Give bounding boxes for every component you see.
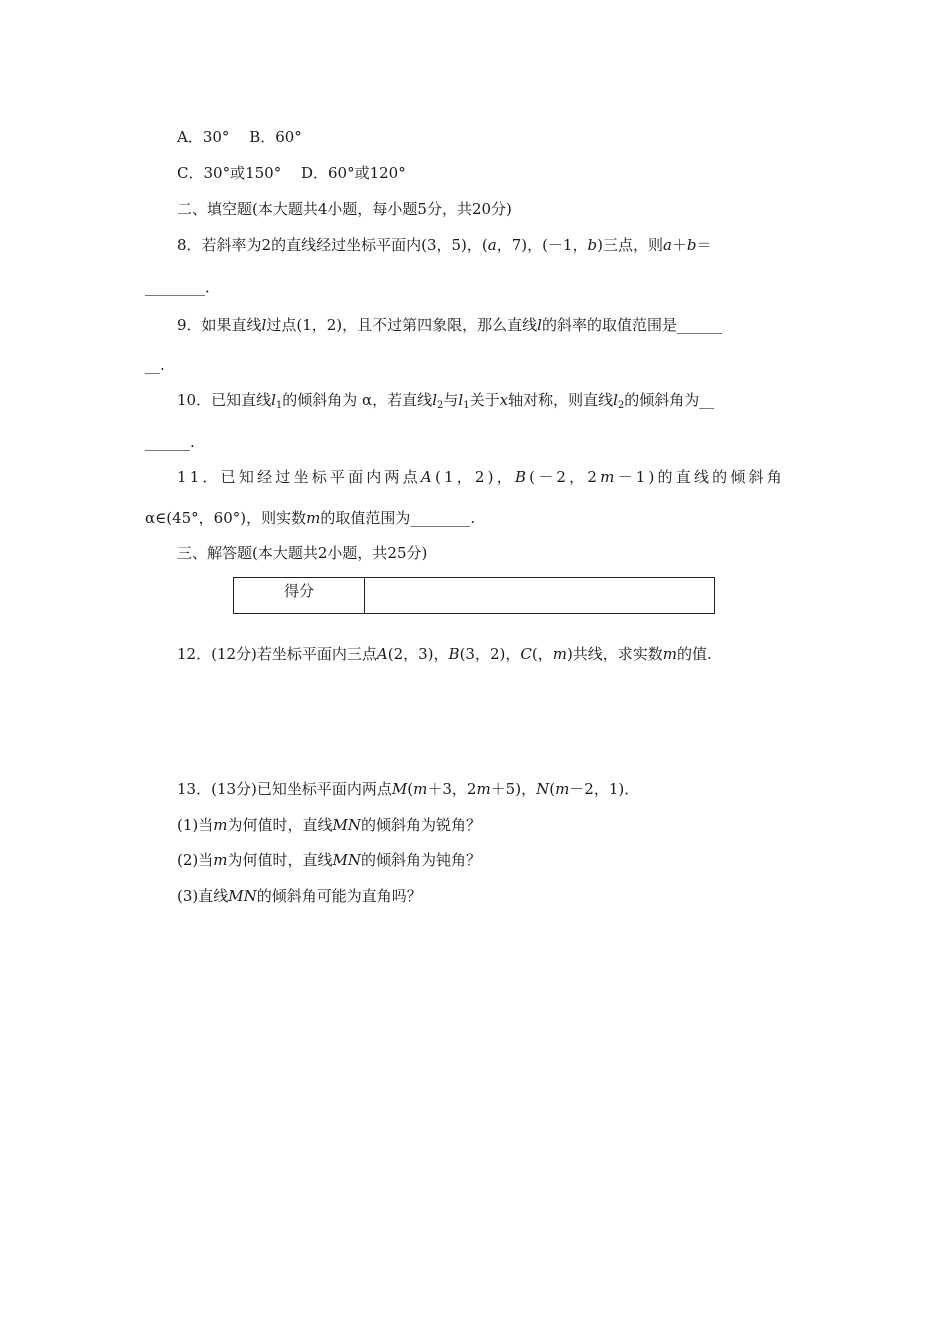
q12-text: 12．(12分)若坐标平面内三点 bbox=[177, 645, 377, 663]
q9-text: 的斜率的取值范围是______ bbox=[541, 316, 722, 334]
q13-text: ＋3，2 bbox=[427, 780, 477, 798]
q8-text: ，7)，(－1， bbox=[496, 236, 588, 254]
q10-subscript: 1 bbox=[463, 400, 470, 411]
q10-text: 轴对称，则直线 bbox=[508, 391, 614, 409]
q11-var: m bbox=[306, 509, 321, 527]
q12-var: B bbox=[448, 645, 460, 663]
q10-subscript: 2 bbox=[437, 400, 444, 411]
q8-var: a bbox=[487, 236, 497, 254]
question-12 bbox=[177, 644, 712, 664]
q13-1-text: 的倾斜角为锐角？ bbox=[360, 816, 481, 834]
q13-text: －2，1)． bbox=[569, 780, 640, 798]
q12-text: (3，2)， bbox=[459, 645, 521, 663]
q10-text: 关于 bbox=[469, 391, 500, 409]
q9-var: l bbox=[537, 316, 542, 334]
q12-var: m bbox=[662, 645, 678, 663]
q13-2-text: 为何值时，直线 bbox=[227, 851, 333, 869]
score-table bbox=[233, 577, 715, 614]
q9-text: 9．如果直线 bbox=[177, 316, 262, 334]
q11-text: (－2，2 bbox=[529, 468, 601, 486]
question-8 bbox=[177, 235, 712, 255]
q10-var: x bbox=[499, 391, 509, 409]
q12-text: )共线，求实数 bbox=[566, 645, 663, 663]
question-10 bbox=[177, 390, 714, 416]
q13-text: ( bbox=[407, 780, 414, 798]
q12-var: m bbox=[552, 645, 567, 663]
q8-var: b bbox=[587, 236, 598, 254]
q10-subscript: 1 bbox=[275, 400, 283, 411]
q13-var: N bbox=[536, 780, 550, 798]
q11-var: A bbox=[420, 468, 435, 486]
q12-text: (2，3)， bbox=[387, 645, 449, 663]
q9-answer-blank: __. bbox=[145, 356, 165, 374]
q8-text: 8．若斜率为2的直线经过坐标平面内(3，5)，( bbox=[177, 236, 488, 254]
q10-var: l bbox=[432, 391, 437, 409]
q13-var: M bbox=[391, 780, 408, 798]
q11-text: α∈(45°，60°)，则实数 bbox=[145, 509, 307, 527]
q11-text: －1)的直线的倾斜角 bbox=[617, 468, 785, 486]
q10-text: 的倾斜角为__ bbox=[624, 391, 715, 409]
q10-text: 10．已知直线 bbox=[177, 391, 272, 409]
question-13-part-3 bbox=[177, 886, 422, 906]
question-11 bbox=[177, 467, 785, 487]
score-value-cell bbox=[365, 578, 714, 613]
q13-3-var: MN bbox=[228, 887, 257, 905]
q10-var: l bbox=[613, 391, 618, 409]
q10-var: l bbox=[271, 391, 276, 409]
q10-var: l bbox=[458, 391, 464, 409]
question-13-part-2 bbox=[177, 850, 481, 870]
q8-text: ＋ bbox=[671, 236, 687, 254]
score-label: 得分 bbox=[234, 578, 365, 613]
q8-text: ＝ bbox=[696, 236, 712, 254]
answer-options-ab: A．30° B．60° bbox=[177, 128, 302, 146]
q11-text: (1，2)， bbox=[434, 468, 515, 486]
q13-2-text: (2)当 bbox=[177, 851, 214, 869]
question-13 bbox=[177, 779, 639, 799]
section-2-heading: 二、填空题(本大题共4小题，每小题5分，共20分) bbox=[177, 200, 512, 218]
q13-text: ＋5)， bbox=[490, 780, 537, 798]
q13-2-var: MN bbox=[332, 851, 361, 869]
q9-var: l bbox=[261, 316, 267, 334]
q8-text: )三点，则 bbox=[597, 236, 663, 254]
q13-text: ( bbox=[549, 780, 556, 798]
q8-answer-blank: ________． bbox=[145, 278, 221, 296]
question-13-part-1 bbox=[177, 815, 481, 835]
q11-text: 的取值范围为________. bbox=[320, 509, 476, 527]
q13-3-text: 的倾斜角可能为直角吗？ bbox=[256, 887, 422, 905]
q12-var: C bbox=[520, 645, 532, 663]
q11-var: m bbox=[600, 468, 618, 486]
q13-3-text: (3)直线 bbox=[177, 887, 229, 905]
q8-var: a bbox=[662, 236, 672, 254]
q13-1-var: MN bbox=[332, 816, 361, 834]
q13-1-text: 为何值时，直线 bbox=[227, 816, 333, 834]
q12-var: A bbox=[376, 645, 388, 663]
q9-text: 过点(1，2)，且不过第四象限，那么直线 bbox=[266, 316, 538, 334]
q13-2-var: m bbox=[213, 851, 228, 869]
q13-var: m bbox=[413, 780, 428, 798]
answer-options-cd: C．30°或150° D．60°或120° bbox=[177, 164, 406, 182]
q13-var: m bbox=[555, 780, 570, 798]
q13-var: m bbox=[476, 780, 491, 798]
q10-answer-blank: ______. bbox=[145, 433, 195, 451]
q11-var: B bbox=[514, 468, 530, 486]
q8-var: b bbox=[686, 236, 697, 254]
question-9 bbox=[177, 315, 722, 335]
section-3-heading: 三、解答题(本大题共2小题，共25分) bbox=[177, 544, 428, 562]
q10-text: 的倾斜角为 α，若直线 bbox=[282, 391, 433, 409]
q12-text: (， bbox=[531, 645, 553, 663]
question-11-continued bbox=[145, 508, 475, 528]
q10-subscript: 2 bbox=[617, 400, 625, 411]
q13-text: 13．(13分)已知坐标平面内两点 bbox=[177, 780, 392, 798]
q10-text: 与 bbox=[443, 391, 459, 409]
q13-2-text: 的倾斜角为钝角？ bbox=[360, 851, 481, 869]
q13-1-var: m bbox=[213, 816, 228, 834]
q12-text: 的值. bbox=[677, 645, 712, 663]
q11-text: 11．已知经过坐标平面内两点 bbox=[177, 468, 421, 486]
q13-1-text: (1)当 bbox=[177, 816, 214, 834]
